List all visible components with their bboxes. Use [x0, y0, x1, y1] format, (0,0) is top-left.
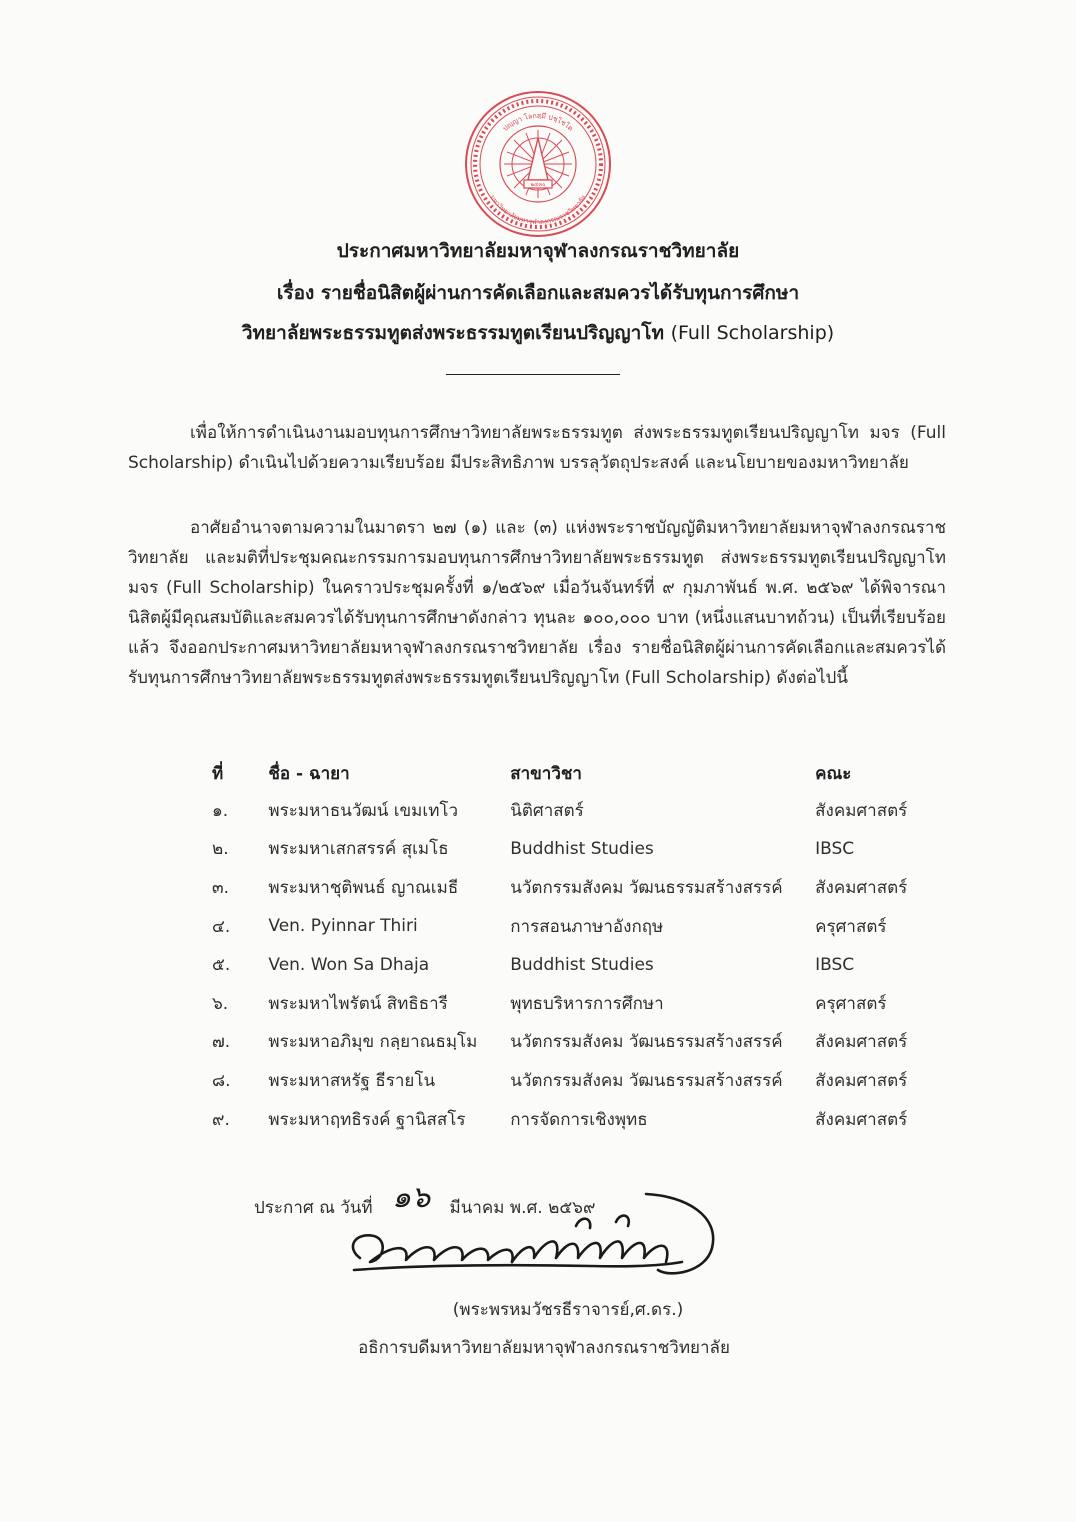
student-faculty: ครุศาสตร์: [815, 993, 887, 1014]
announcement-program: [100, 318, 976, 348]
student-major: นิติศาสตร์: [510, 800, 584, 821]
student-name: Ven. Pyinnar Thiri: [268, 916, 418, 937]
program-name-thai: วิทยาลัยพระธรรมทูตส่งพระธรรมทูตเรียนปริญญาโท: [241, 322, 664, 344]
date-prefix: ประกาศ ณ วันที่: [254, 1198, 373, 1218]
row-number: ๘.: [212, 1070, 231, 1091]
student-faculty: สังคมศาสตร์: [815, 1070, 908, 1091]
student-name: พระมหาเสกสรรค์ สุเมโธ: [268, 839, 449, 860]
svg-text:๒๔๓๐: ๒๔๓๐: [530, 182, 546, 188]
student-major: นวัตกรรมสังคม วัฒนธรรมสร้างสรรค์: [510, 1070, 783, 1091]
body-paragraph-authority: อาศัยอำนาจตามความในมาตรา ๒๗ (๑) และ (๓) แห่งพระราชบัญญัติมหาวิทยาลัยมหาจุฬาลงกรณราชวิทยาลัย และมติที่ประชุมคณะกรรมการมอบทุนการศึกษาวิทยาลัยพระธรรมทูต ส่งพระธรรมทูตเรียนปริญญาโท มจร (Full Scholarship) ในคราวประชุมครั้งที่ ๑/๒๕๖๙ เมื่อวันจันทร์ที่ ๙ กุมภาพันธ์ พ.ศ. ๒๕๖๙ ได้พิจารณานิสิตผู้มีคุณสมบัติและสมควรได้รับทุนการศึกษาดังกล่าว ทุนละ ๑๐๐,๐๐๐ บาท (หนึ่งแสนบาทถ้วน) เป็นที่เรียบร้อยแล้ว จึงออกประกาศมหาวิทยาลัยมหาจุฬาลงกรณราชวิทยาลัย เรื่อง รายชื่อนิสิตผู้ผ่านการคัดเลือกและสมควรได้รับทุนการศึกษาวิทยาลัยพระธรรมทูตส่งพระธรรมทูตเรียนปริญญาโท (Full Scholarship) ดังต่อไปนี้: [128, 518, 946, 688]
student-name: พระมหาชุติพนธ์ ญาณเมธี: [268, 877, 459, 898]
row-number: ๑.: [212, 800, 229, 821]
student-name: พระมหาฤทธิรงค์ ฐานิสสโร: [268, 1109, 466, 1130]
table-row: [200, 1100, 930, 1139]
university-seal-logo: [452, 88, 624, 240]
svg-text:ปญฺญา โลกสฺมึ ปชฺโชโต: ปญฺญา โลกสฺมึ ปชฺโชโต: [501, 111, 575, 133]
row-number: ๖.: [212, 993, 229, 1014]
row-number: ๒.: [212, 839, 229, 860]
signer-title: อธิการบดีมหาวิทยาลัยมหาจุฬาลงกรณราชวิทยาลัย: [358, 1338, 730, 1358]
signer-name: (พระพรหมวัชรธีราจารย์,ศ.ดร.): [452, 1300, 684, 1320]
column-header-faculty: คณะ: [815, 763, 852, 784]
row-number: ๙.: [212, 1109, 230, 1130]
student-faculty: ครุศาสตร์: [815, 916, 887, 937]
program-name-latin: (Full Scholarship): [670, 322, 835, 344]
student-name: พระมหาอภิมุข กลฺยาณธมฺโม: [268, 1032, 478, 1053]
student-major: Buddhist Studies: [510, 838, 654, 859]
student-faculty: สังคมศาสตร์: [815, 800, 908, 821]
student-major: การจัดการเชิงพุทธ: [510, 1109, 648, 1130]
table-row: [200, 791, 930, 830]
student-faculty: สังคมศาสตร์: [815, 1109, 908, 1130]
handwritten-signature: [340, 1186, 730, 1290]
announcement-title: ประกาศมหาวิทยาลัยมหาจุฬาลงกรณราชวิทยาลัย: [336, 240, 740, 262]
student-faculty: สังคมศาสตร์: [815, 877, 908, 898]
table-row: [200, 868, 930, 907]
student-major: Buddhist Studies: [510, 954, 654, 975]
table-row: [200, 830, 930, 869]
table-header-row: [200, 755, 930, 791]
student-major: นวัตกรรมสังคม วัฒนธรรมสร้างสรรค์: [510, 1032, 783, 1053]
date-month-year: มีนาคม พ.ศ. ๒๕๖๙: [449, 1198, 596, 1218]
announcement-subject: เรื่อง รายชื่อนิสิตผู้ผ่านการคัดเลือกและสมควรได้รับทุนการศึกษา: [276, 282, 800, 304]
column-header-number: ที่: [212, 763, 224, 784]
table-row: [200, 907, 930, 946]
handwritten-day: ๑๖: [392, 1180, 431, 1215]
student-name: Ven. Won Sa Dhaja: [268, 954, 430, 975]
scholarship-recipient-table: [200, 755, 930, 1138]
student-major: นวัตกรรมสังคม วัฒนธรรมสร้างสรรค์: [510, 877, 783, 898]
svg-text:มหาวิทยาลัยมหาจุฬาลงกรณราชวิทย: มหาวิทยาลัยมหาจุฬาลงกรณราชวิทยาลัย: [488, 193, 588, 227]
row-number: ๓.: [212, 877, 230, 898]
table-row: [200, 1023, 930, 1062]
row-number: ๔.: [212, 916, 231, 937]
student-name: พระมหาธนวัฒน์ เขมเทโว: [268, 800, 459, 821]
student-name: พระมหาสหรัฐ ธีรายโน: [268, 1070, 436, 1091]
table-row: [200, 1061, 930, 1100]
student-major: พุทธบริหารการศึกษา: [510, 993, 664, 1014]
header-divider: [446, 374, 620, 375]
student-name: พระมหาไพรัตน์ สิทธิธารี: [268, 993, 448, 1014]
row-number: ๗.: [212, 1032, 231, 1053]
student-faculty: IBSC: [815, 838, 855, 859]
row-number: ๕.: [212, 955, 231, 976]
student-faculty: IBSC: [815, 954, 855, 975]
student-faculty: สังคมศาสตร์: [815, 1032, 908, 1053]
table-row: [200, 945, 930, 984]
table-row: [200, 984, 930, 1023]
column-header-major: สาขาวิชา: [510, 763, 582, 784]
body-paragraph-purpose: เพื่อให้การดำเนินงานมอบทุนการศึกษาวิทยาลัยพระธรรมทูต ส่งพระธรรมทูตเรียนปริญญาโท มจร (Full Scholarship) ดำเนินไปด้วยความเรียบร้อย มีประสิทธิภาพ บรรลุวัตถุประสงค์ และนโยบายของมหาวิทยาลัย: [128, 423, 946, 473]
student-major: การสอนภาษาอังกฤษ: [510, 916, 664, 937]
column-header-name: ชื่อ - ฉายา: [268, 763, 350, 784]
